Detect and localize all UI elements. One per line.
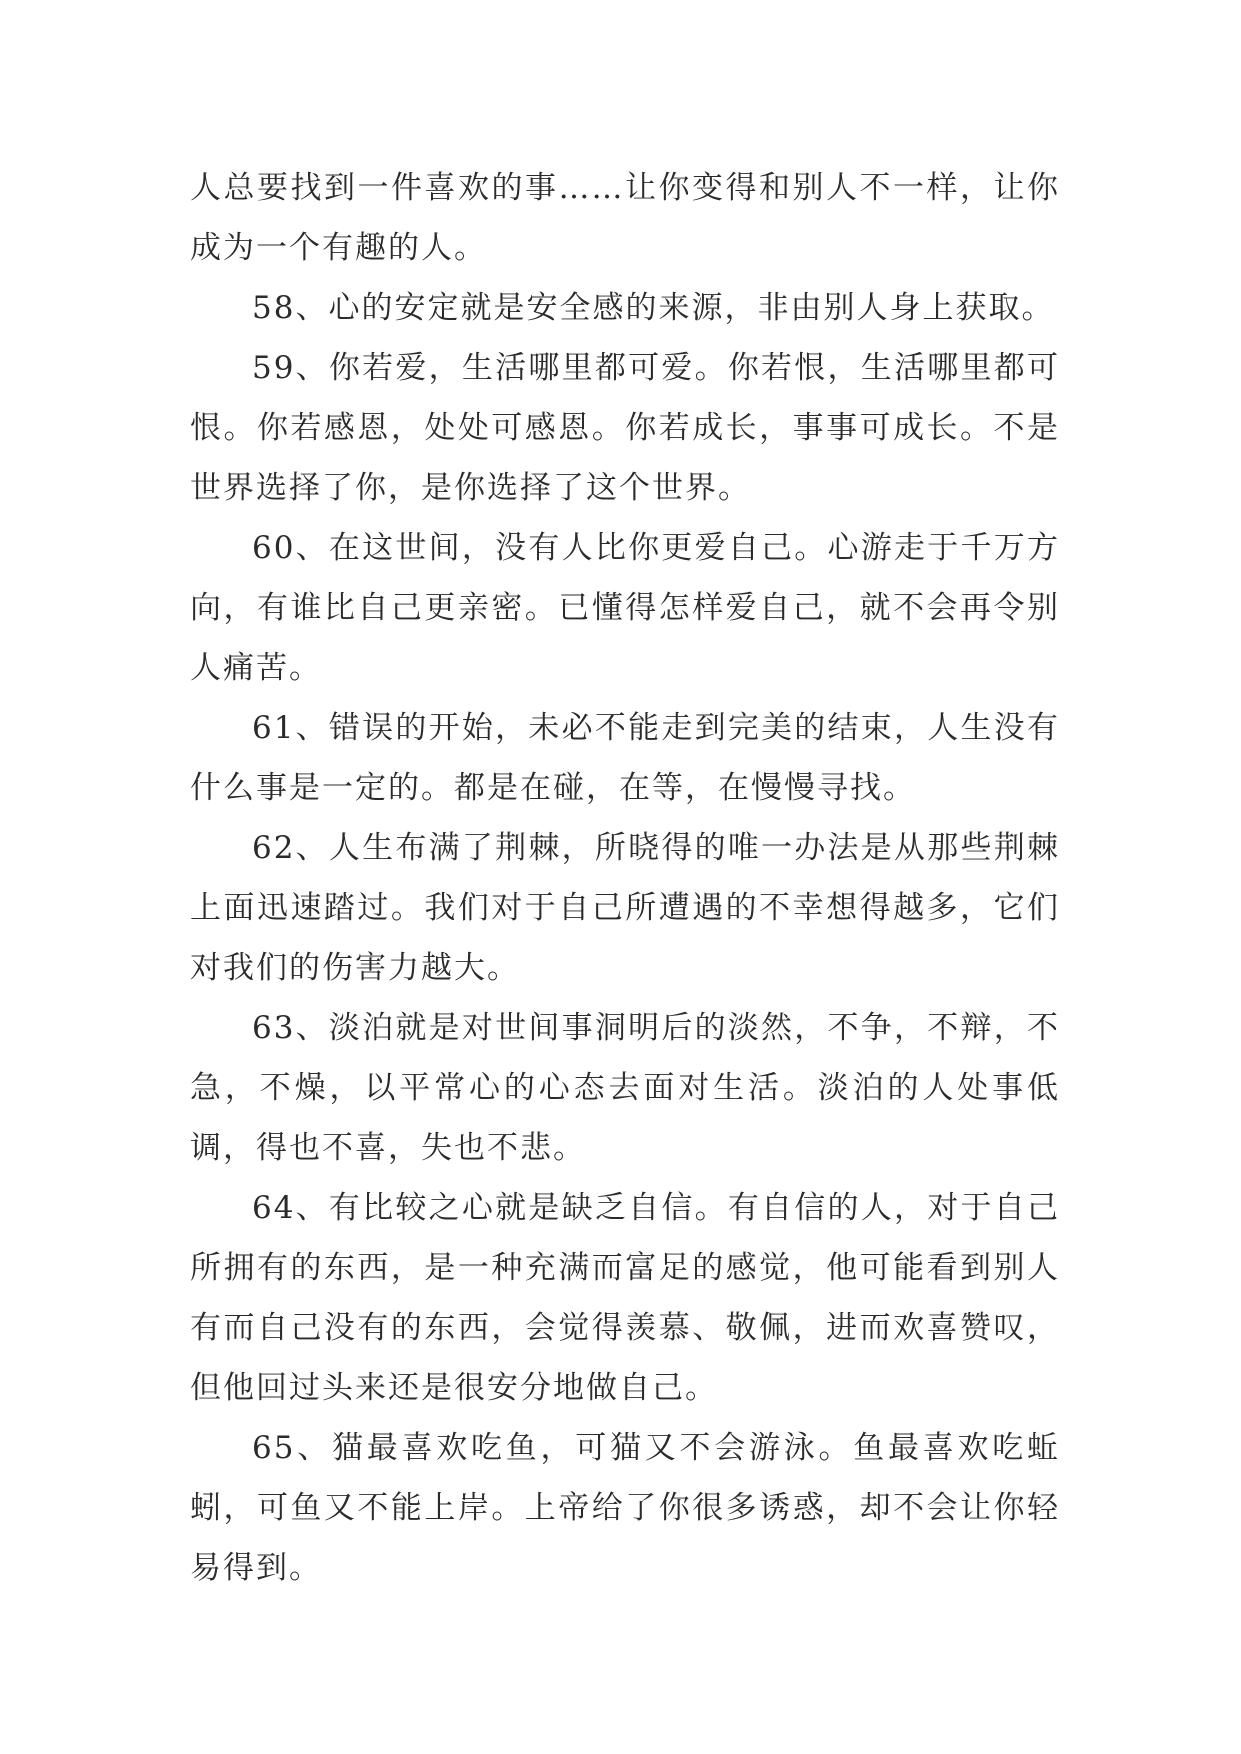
paragraph-59: 59、你若爱，生活哪里都可爱。你若恨，生活哪里都可恨。你若感恩，处处可感恩。你若成长，事事可成长。不是世界选择了你，是你选择了这个世界。: [190, 350, 1060, 506]
paragraph-58: 58、心的安定就是安全感的来源，非由别人身上获取。: [252, 290, 1055, 326]
paragraph-62: 62、人生布满了荆棘，所晓得的唯一办法是从那些荆棘上面迅速踏过。我们对于自己所遭遇的不幸想得越多，它们对我们的伤害力越大。: [190, 830, 1060, 986]
paragraph-65: 65、猫最喜欢吃鱼，可猫又不会游泳。鱼最喜欢吃蚯蚓，可鱼又不能上岸。上帝给了你很多诱惑，却不会让你轻易得到。: [190, 1430, 1060, 1586]
document-body: [190, 158, 1060, 1598]
paragraph-64: 64、有比较之心就是缺乏自信。有自信的人，对于自己所拥有的东西，是一种充满而富足的感觉，他可能看到别人有而自己没有的东西，会觉得羡慕、敬佩，进而欢喜赞叹，但他回过头来还是很安分地做自己。: [190, 1190, 1060, 1406]
paragraph-61: 61、错误的开始，未必不能走到完美的结束，人生没有什么事是一定的。都是在碰，在等，在慢慢寻找。: [190, 710, 1060, 806]
paragraph-63: 63、淡泊就是对世间事洞明后的淡然，不争，不辩，不急，不燥，以平常心的心态去面对生活。淡泊的人处事低调，得也不喜，失也不悲。: [190, 1010, 1060, 1166]
paragraph-60: 60、在这世间，没有人比你更爱自己。心游走于千万方向，有谁比自己更亲密。已懂得怎样爱自己，就不会再令别人痛苦。: [190, 530, 1060, 686]
paragraph-continued: 人总要找到一件喜欢的事……让你变得和别人不一样，让你成为一个有趣的人。: [190, 170, 1060, 266]
